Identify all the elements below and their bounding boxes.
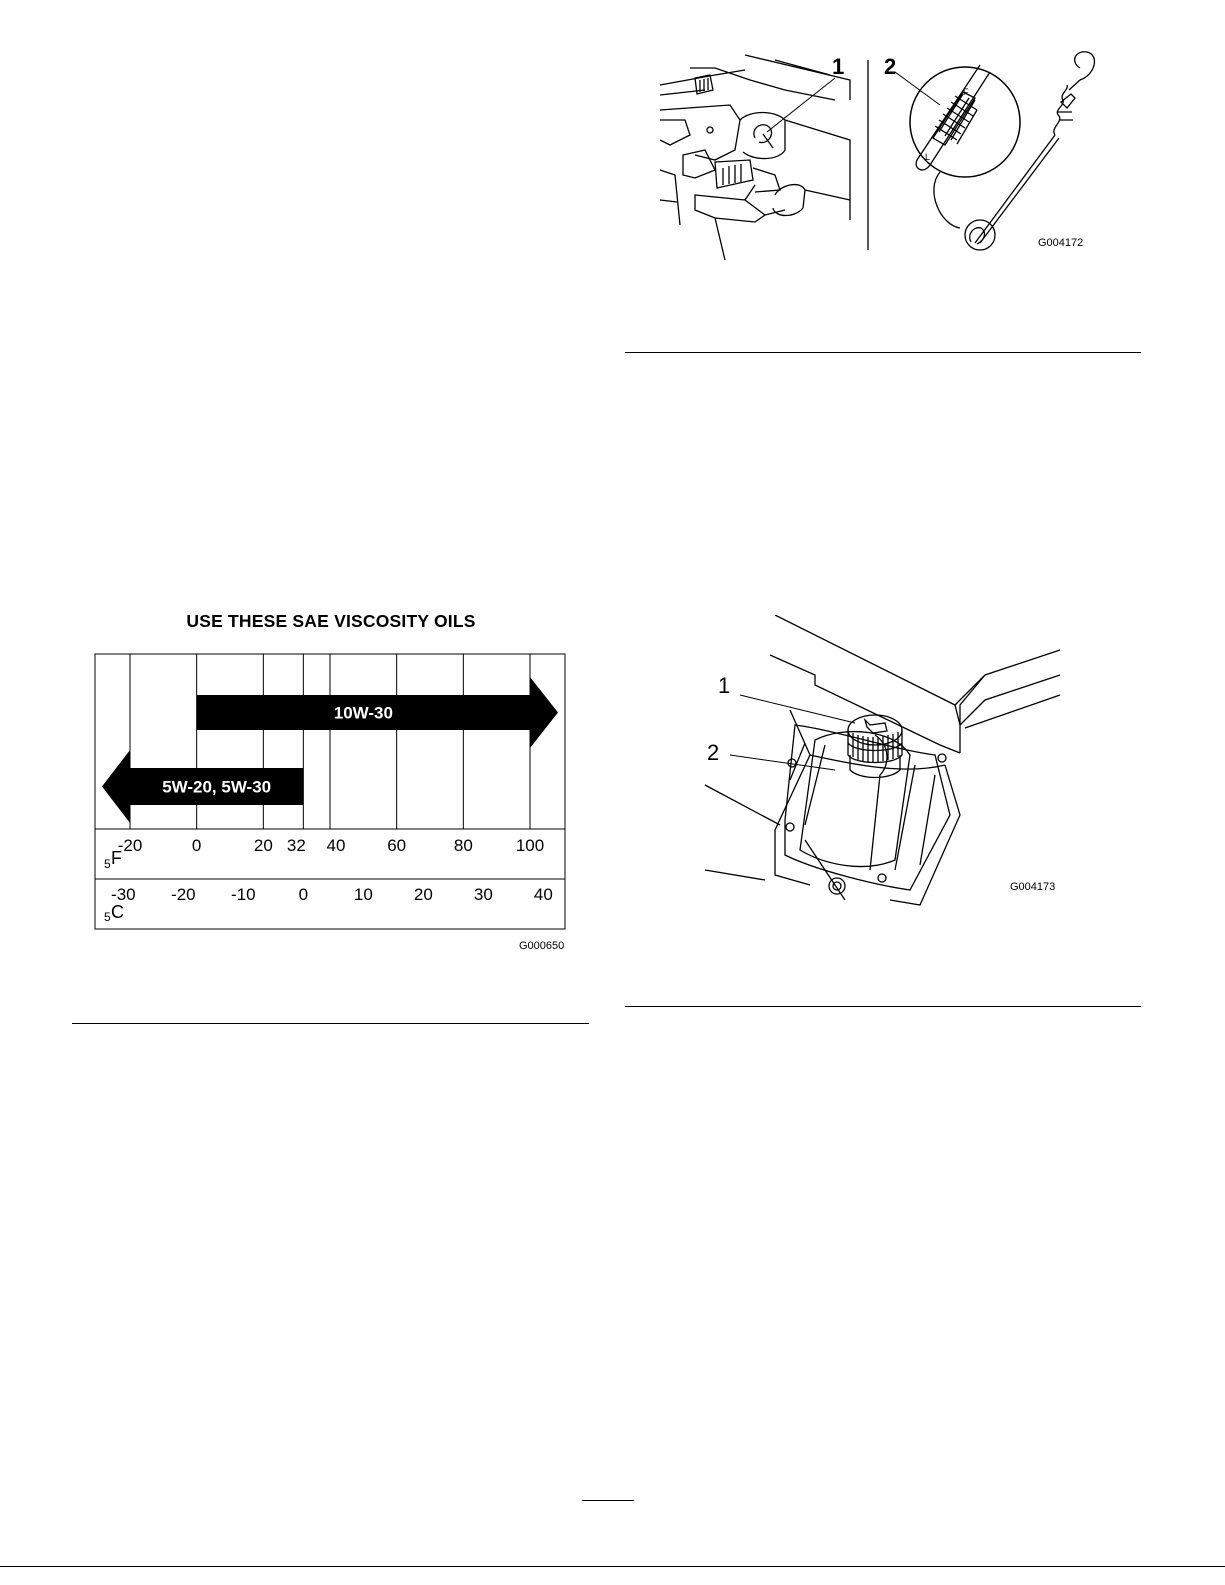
callout-2: 2 xyxy=(707,740,720,765)
fahrenheit-tick-label: 32 xyxy=(286,836,306,855)
section-divider xyxy=(625,1006,1141,1007)
oil-range-label: 5W-20, 5W-30 xyxy=(162,777,272,797)
chart-title: USE THESE SAE VISCOSITY OILS xyxy=(186,611,476,631)
dipstick-figure xyxy=(655,50,1115,265)
celsius-prefix: 5 xyxy=(104,910,111,924)
celsius-tick-label: -30 xyxy=(111,885,136,904)
oil-fill-figure xyxy=(695,615,1075,915)
celsius-tick-label: 0 xyxy=(298,885,309,904)
figure-id: G004173 xyxy=(1010,881,1056,893)
fahrenheit-prefix: 5 xyxy=(104,857,111,871)
callout-1: 1 xyxy=(718,673,731,698)
dipstick-mark-full: F xyxy=(963,87,969,97)
dipstick-illustration xyxy=(655,50,1115,265)
figure-id: G004172 xyxy=(1038,237,1084,249)
celsius-tick-label: 10 xyxy=(353,885,373,904)
celsius-unit: C xyxy=(111,902,124,922)
fahrenheit-tick-label: 40 xyxy=(326,836,346,855)
viscosity-chart xyxy=(90,650,570,935)
fahrenheit-tick-label: 80 xyxy=(453,836,473,855)
section-divider xyxy=(72,1023,589,1024)
dipstick-mark-low: L xyxy=(925,152,931,162)
fahrenheit-tick-label: 60 xyxy=(387,836,407,855)
oil-fill-illustration xyxy=(695,615,1075,915)
oil-range-label: 10W-30 xyxy=(333,703,393,723)
section-divider xyxy=(625,352,1141,353)
celsius-tick-label: 20 xyxy=(413,885,433,904)
celsius-tick-label: -20 xyxy=(171,885,196,904)
page-bottom-rule xyxy=(0,1566,1225,1567)
celsius-tick-label: 40 xyxy=(533,885,553,904)
celsius-tick-label: 30 xyxy=(473,885,493,904)
fahrenheit-tick-label: -20 xyxy=(117,836,143,855)
fahrenheit-tick-label: 100 xyxy=(515,836,545,855)
chart-figure-id: G000650 xyxy=(519,940,565,952)
callout-1: 1 xyxy=(832,54,845,79)
page-number-rule xyxy=(582,1500,634,1501)
celsius-tick-label: -10 xyxy=(231,885,256,904)
callout-2: 2 xyxy=(884,54,897,79)
fahrenheit-tick-label: 20 xyxy=(253,836,273,855)
fahrenheit-tick-label: 0 xyxy=(191,836,202,855)
fahrenheit-unit: F xyxy=(111,848,122,868)
